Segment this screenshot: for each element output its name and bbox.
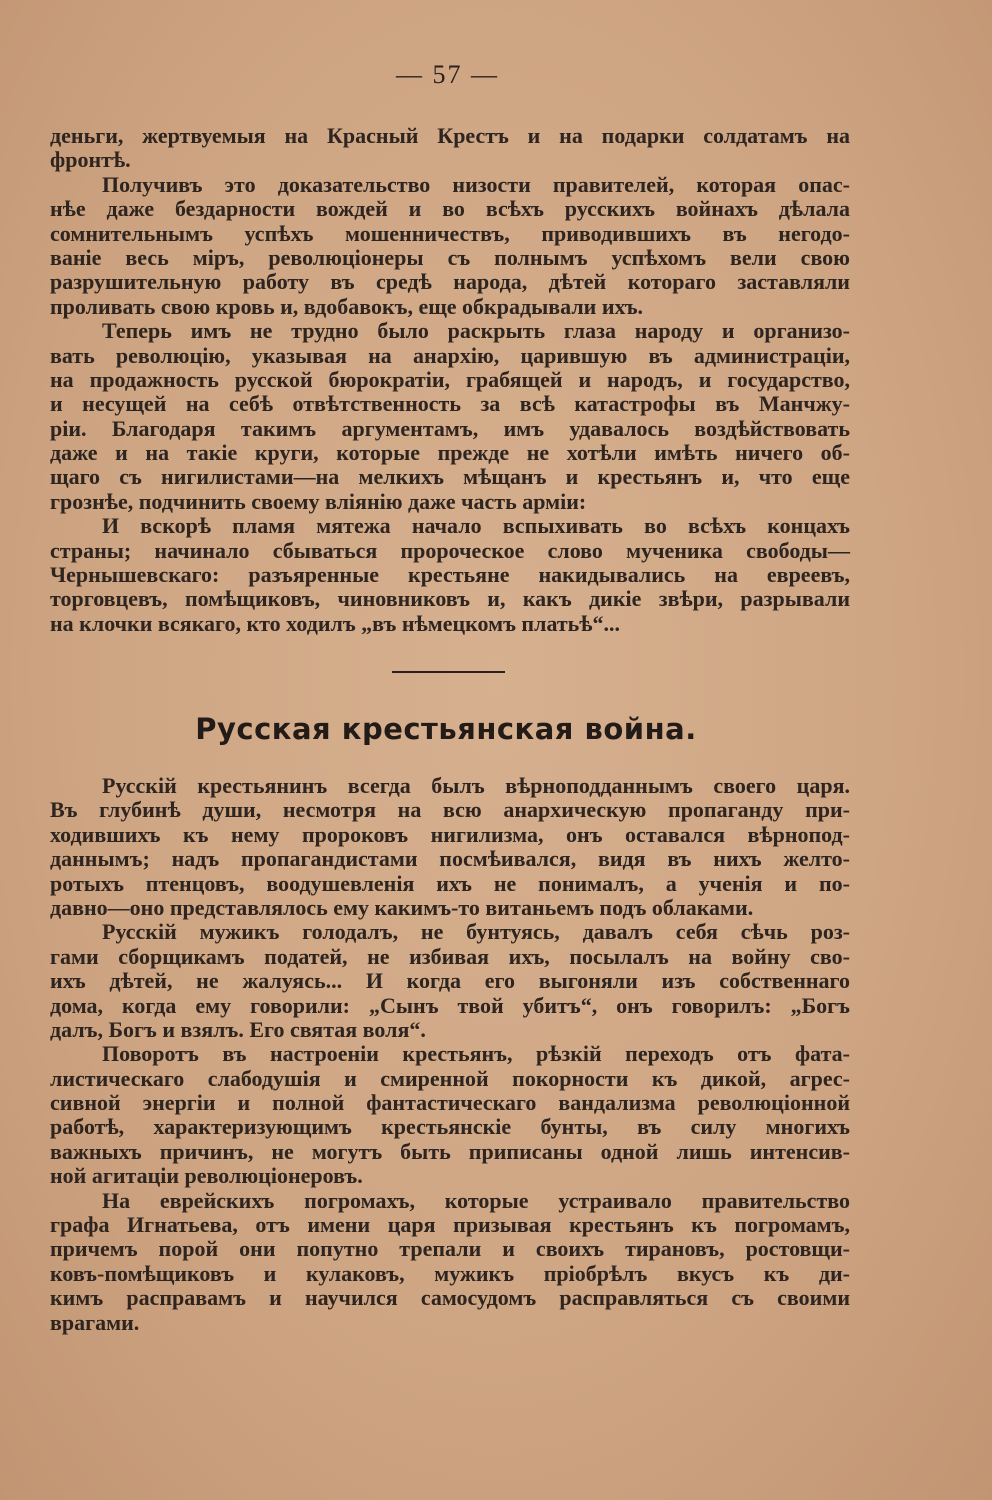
text-line: причемъ порой они попутно трепали и своихъ тирановъ, ростовщи-	[50, 1236, 850, 1262]
text-line: деньги, жертвуемыя на Красный Крестъ и на подарки солдатамъ на	[50, 123, 850, 148]
section-divider	[392, 671, 505, 673]
text-line: ваніе весь міръ, революціонеры съ полнымъ успѣхомъ вели свою	[50, 244, 850, 270]
paragraph	[50, 1042, 850, 1188]
text-line: работѣ, характеризующимъ крестьянскіе бунты, въ силу многихъ	[50, 1114, 850, 1140]
text-line: Русскій крестьянинъ всегда былъ вѣрноподданнымъ своего царя.	[102, 773, 850, 798]
paragraph	[50, 920, 850, 1042]
text-line: листическаго слабодушія и смиренной покорности къ дикой, агрес-	[50, 1065, 850, 1091]
text-line: и несущей на себѣ отвѣтственность за всѣ катастрофы въ Манчжу-	[50, 391, 850, 417]
chapter-heading: Русская крестьянская война.	[195, 712, 697, 746]
text-line: ной агитаціи революціонеровъ.	[50, 1163, 363, 1189]
text-line: дома, когда ему говорили: „Сынъ твой убитъ“, онъ говорилъ: „Богъ	[50, 992, 850, 1018]
text-line: торговцевъ, помѣщиковъ, чиновниковъ и, какъ дикіе звѣри, разрывали	[50, 586, 850, 612]
text-line: кимъ расправамъ и научился самосудомъ расправляться съ своими	[50, 1285, 850, 1311]
text-line: даннымъ; надъ пропагандистами посмѣивался, видя въ нихъ желто-	[50, 846, 850, 872]
text-line: Поворотъ въ настроеніи крестьянъ, рѣзкій переходъ отъ фата-	[102, 1041, 850, 1067]
text-line: Русскій мужикъ голодалъ, не бунтуясь, давалъ себя сѣчь роз-	[102, 919, 850, 945]
text-line: Теперь имъ не трудно было раскрыть глаза народу и организо-	[102, 318, 850, 344]
text-line: Чернышевскаго: разъяренные крестьяне накидывались на евреевъ,	[50, 562, 850, 588]
page-number: — 57 —	[396, 60, 499, 89]
text-line: фронтѣ.	[50, 147, 131, 173]
text-line: ихъ дѣтей, не жалуясь... И когда его выгоняли изъ собственнаго	[50, 968, 850, 994]
text-line: проливать свою кровь и, вдобавокъ, еще обкрадывали ихъ.	[50, 293, 644, 319]
text-line: далъ, Богъ и взялъ. Его святая воля“.	[50, 1016, 426, 1042]
text-line: на клочки всякаго, кто ходилъ „въ нѣмецкомъ платьѣ“...	[50, 610, 621, 636]
text-line: вать революцію, указывая на анархію, царившую въ администраціи,	[50, 342, 850, 368]
text-line: Въ глубинѣ души, несмотря на всю анархическую пропаганду при-	[50, 797, 850, 823]
text-line: ходившихъ къ нему пророковъ нигилизма, онъ оставался вѣрнопод-	[50, 821, 850, 847]
section-2-body	[50, 774, 850, 1335]
text-line: Получивъ это доказательство низости правителей, которая опас-	[102, 171, 850, 197]
paragraph	[50, 1189, 850, 1335]
text-line: графа Игнатьева, отъ имени царя призывая крестьянъ къ погромамъ,	[50, 1212, 850, 1238]
text-line: грознѣе, подчинить своему вліянію даже часть арміи:	[50, 488, 587, 514]
paragraph	[50, 514, 850, 636]
paragraph	[50, 774, 850, 920]
text-line: гами сборщикамъ податей, не избивая ихъ, посылалъ на войну сво-	[50, 943, 850, 969]
paragraph	[50, 319, 850, 514]
paragraph	[50, 173, 850, 319]
text-line: сомнительнымъ успѣхъ мошенничествъ, приводившихъ въ негодо-	[50, 220, 850, 246]
section-1-body	[50, 124, 850, 636]
text-line: страны; начинало сбываться пророческое слово мученика свободы—	[50, 537, 850, 563]
text-line: давно—оно представлялось ему какимъ-то витаньемъ подъ облаками.	[50, 894, 754, 920]
text-line: на продажность русской бюрократіи, грабящей и народъ, и государство,	[50, 366, 850, 392]
text-line: ріи. Благодаря такимъ аргументамъ, имъ удавалось воздѣйствовать	[50, 415, 850, 441]
text-line: ротыхъ птенцовъ, воодушевленія ихъ не понималъ, а ученія и по-	[50, 870, 850, 896]
paragraph	[50, 124, 850, 173]
text-line: нѣе даже бездарности вождей и во всѣхъ русскихъ войнахъ дѣлала	[50, 196, 850, 222]
text-line: сивной энергіи и полной фантастическаго вандализма революціонной	[50, 1090, 850, 1116]
text-line: ковъ-помѣщиковъ и кулаковъ, мужикъ пріобрѣлъ вкусъ къ ди-	[50, 1260, 850, 1286]
text-line: щаго съ нигилистами—на мелкихъ мѣщанъ и крестьянъ и, что еще	[50, 464, 850, 490]
text-line: И вскорѣ пламя мятежа начало вспыхивать во всѣхъ концахъ	[102, 513, 850, 539]
text-line: На еврейскихъ погромахъ, которые устраивало правительство	[102, 1187, 850, 1213]
text-line: разрушительную работу въ средѣ народа, дѣтей котораго заставляли	[50, 269, 850, 295]
text-line: врагами.	[50, 1309, 140, 1335]
text-line: важныхъ причинъ, не могутъ быть приписаны одной лишь интенсив-	[50, 1138, 850, 1164]
text-line: даже и на такіе круги, которые прежде не хотѣли имѣть ничего об-	[50, 440, 850, 466]
